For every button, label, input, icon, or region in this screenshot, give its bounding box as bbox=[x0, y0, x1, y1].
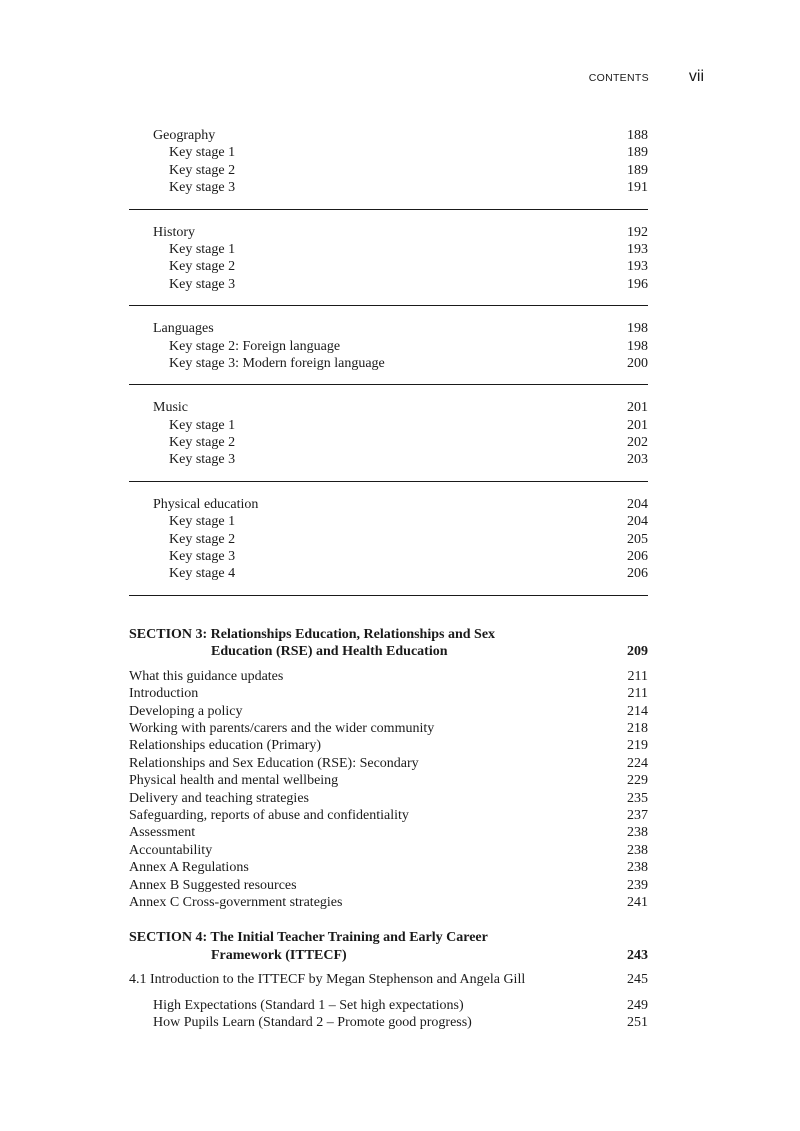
toc-entry: Developing a policy 214 bbox=[129, 703, 648, 719]
toc-entry: Physical education 204 bbox=[153, 496, 648, 512]
toc-subentry: Key stage 1 193 bbox=[169, 241, 648, 257]
section-4-title-line2: Framework (ITTECF) 243 bbox=[211, 947, 648, 963]
toc-group-music bbox=[129, 399, 648, 481]
toc-subentry: Key stage 2 202 bbox=[169, 435, 648, 451]
toc-subentry: Key stage 2 205 bbox=[169, 531, 648, 547]
toc-entry: Annex C Cross-government strategies 241 bbox=[129, 894, 648, 910]
section-3-title-line1: SECTION 3: Relationships Education, Relationships and Sex bbox=[129, 626, 496, 642]
toc-subentry: Key stage 3 203 bbox=[169, 452, 648, 468]
toc-subentry: Key stage 4 206 bbox=[169, 566, 648, 582]
toc-entry: Delivery and teaching strategies 235 bbox=[129, 790, 648, 806]
toc-entry: History 192 bbox=[153, 224, 648, 240]
toc-subentry: Key stage 3 206 bbox=[169, 549, 648, 565]
section-3-page: 209 bbox=[627, 644, 648, 660]
section-4-title-line1: SECTION 4: The Initial Teacher Training and Early Career bbox=[129, 930, 488, 946]
toc-entry: Introduction 211 bbox=[129, 686, 648, 702]
section-3-list bbox=[129, 668, 648, 911]
toc-subentry: Key stage 3 196 bbox=[169, 276, 648, 292]
toc-group-languages bbox=[129, 320, 648, 384]
toc-subentry: Key stage 3 191 bbox=[169, 180, 648, 196]
section-3-heading bbox=[129, 626, 648, 661]
toc-subentry: How Pupils Learn (Standard 2 – Promote good progress) 251 bbox=[153, 1015, 648, 1031]
toc-group-geography bbox=[129, 127, 648, 209]
divider-rule bbox=[129, 209, 648, 210]
toc-subentry: Key stage 1 189 bbox=[169, 145, 648, 161]
toc-entry: Assessment 238 bbox=[129, 825, 648, 841]
toc-entry: Physical health and mental wellbeing 229 bbox=[129, 773, 648, 789]
section-4-heading bbox=[129, 929, 648, 964]
toc-group-history bbox=[129, 224, 648, 306]
toc-entry: Working with parents/carers and the wider community 218 bbox=[129, 720, 648, 736]
toc-entry: Geography 188 bbox=[153, 128, 648, 143]
toc-entry: 4.1 Introduction to the ITTECF by Megan Stephenson and Angela Gill 245 bbox=[129, 972, 648, 988]
divider-rule bbox=[129, 305, 648, 306]
section-4-page: 243 bbox=[627, 947, 648, 963]
toc-subentry: Key stage 2: Foreign language 198 bbox=[169, 338, 648, 354]
toc-entry: Accountability 238 bbox=[129, 842, 648, 858]
toc-entry: Annex B Suggested resources 239 bbox=[129, 877, 648, 893]
toc-subentry: Key stage 3: Modern foreign language 200 bbox=[169, 355, 648, 371]
toc-entry: Annex A Regulations 238 bbox=[129, 860, 648, 876]
toc-subentry: Key stage 1 201 bbox=[169, 417, 648, 433]
divider-rule bbox=[129, 595, 648, 596]
toc-subentry: Key stage 2 193 bbox=[169, 259, 648, 275]
toc-entry: Relationships and Sex Education (RSE): Secondary 224 bbox=[129, 755, 648, 771]
toc-entry: Music 201 bbox=[153, 400, 648, 416]
toc-group-physical-education bbox=[129, 496, 648, 595]
toc-entry: Safeguarding, reports of abuse and confidentiality 237 bbox=[129, 807, 648, 823]
divider-rule bbox=[129, 481, 648, 482]
toc-subentry: Key stage 1 204 bbox=[169, 514, 648, 530]
section-4-list bbox=[129, 971, 648, 1031]
table-of-contents bbox=[129, 127, 648, 1031]
divider-rule bbox=[129, 384, 648, 385]
toc-entry: Relationships education (Primary) 219 bbox=[129, 738, 648, 754]
toc-entry: Languages 198 bbox=[153, 321, 648, 337]
toc-subentry: Key stage 2 189 bbox=[169, 162, 648, 178]
toc-subentry: High Expectations (Standard 1 – Set high expectations) 249 bbox=[153, 997, 648, 1013]
running-head bbox=[589, 68, 704, 86]
toc-entry: What this guidance updates 211 bbox=[129, 668, 648, 684]
page-number: vii bbox=[688, 68, 704, 85]
running-head-label: CONTENTS bbox=[588, 72, 649, 84]
section-3-title-line2: Education (RSE) and Health Education 209 bbox=[211, 644, 648, 660]
